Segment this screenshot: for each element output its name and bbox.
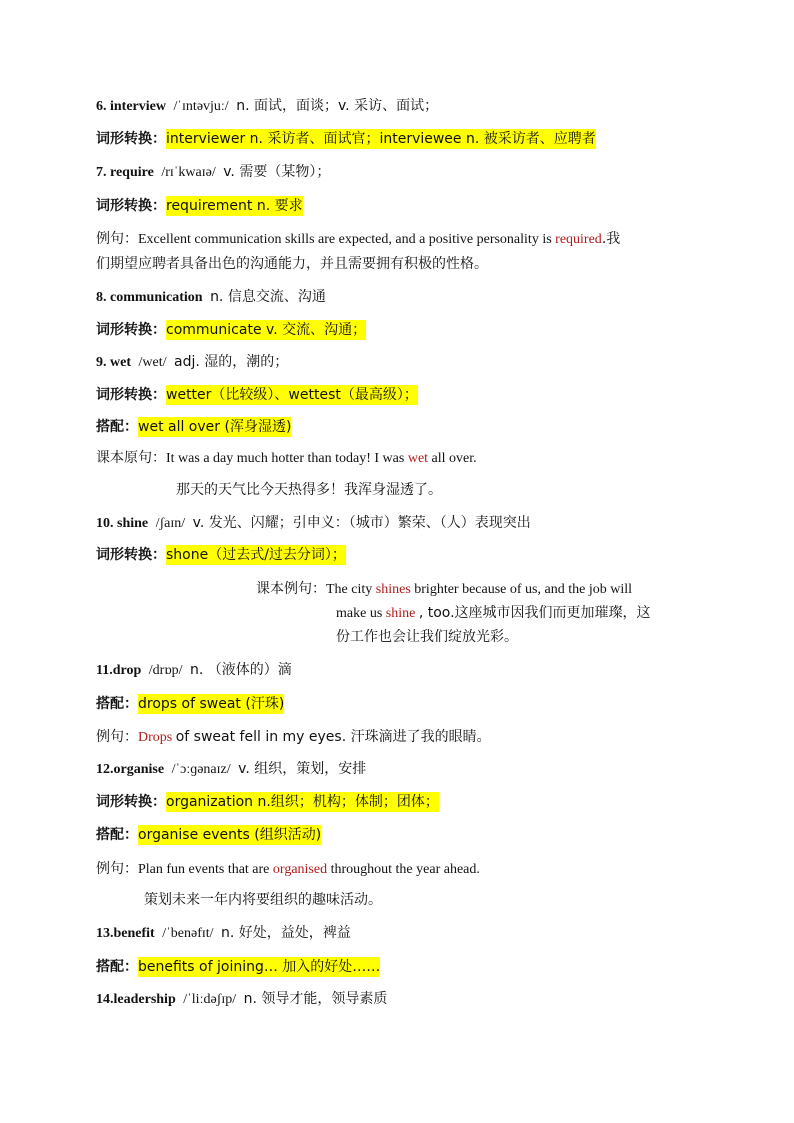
entry-shine-example-line-1	[256, 579, 632, 600]
entry-shine-heading	[96, 513, 531, 534]
definition: v. 组织，策划，安排	[238, 761, 367, 777]
definition: n. 领导才能，领导素质	[243, 991, 388, 1007]
entry-require-example-line-2: 们期望应聘者具备出色的沟通能力，并且需要拥有积极的性格。	[96, 256, 488, 272]
example-label: 课本例句：	[256, 581, 326, 597]
definition: n. 好处，益处，裨益	[221, 925, 351, 941]
forms-label: 词形转换：	[96, 794, 166, 810]
headword: 7. require	[96, 165, 154, 180]
entry-shine-example-line-3: 份工作也会让我们绽放光彩。	[336, 629, 518, 645]
phonetic: /ˈɔːɡənaɪz/	[171, 762, 231, 777]
headword: 9. wet	[96, 355, 131, 370]
entry-require-example-line-1	[96, 229, 620, 250]
example-text: Excellent communication skills are expected, and a positive personality is	[138, 232, 552, 247]
headword: 12.organise	[96, 762, 165, 777]
phonetic: /ʃaɪn/	[155, 516, 186, 531]
headword: 11.drop	[96, 663, 142, 678]
example-keyword: shine	[385, 606, 416, 621]
entry-shine-example-line-2	[336, 603, 651, 624]
definition: n. 面试，面谈；v. 采访、面试；	[236, 98, 439, 114]
entry-wet-heading	[96, 352, 288, 373]
entry-wet-translation: 那天的天气比今天热得多！我浑身湿透了。	[176, 482, 442, 498]
collocation-label: 搭配：	[96, 959, 138, 975]
forms-label: 词形转换：	[96, 131, 166, 147]
entry-shine-forms	[96, 545, 346, 566]
headword: 6. interview	[96, 99, 166, 114]
example-text: , too.这座城市因我们而更加璀璨，这	[418, 605, 651, 621]
collocation-value: benefits of joining… 加入的好处……	[138, 959, 381, 975]
entry-leadership-heading	[96, 989, 387, 1010]
entry-wet-forms	[96, 385, 418, 406]
definition: v. 发光、闪耀；引申义：（城市）繁荣、（人）表现突出	[192, 515, 531, 531]
example-text: of sweat fell in my eyes. 汗珠滴进了我的眼睛。	[175, 729, 491, 745]
example-text: The city	[326, 582, 373, 597]
forms-value: shone（过去式/过去分词）；	[166, 547, 346, 563]
phonetic: /drɒp/	[148, 663, 183, 678]
entry-benefit-heading	[96, 923, 351, 944]
forms-label: 词形转换：	[96, 547, 166, 563]
entry-organise-translation: 策划未来一年内将要组织的趣味活动。	[144, 892, 382, 908]
example-label: 例句：	[96, 729, 138, 745]
phonetic: /rɪˈkwaɪə/	[161, 165, 216, 180]
example-keyword: required	[555, 232, 602, 247]
example-text: .我	[601, 231, 621, 247]
phonetic: /ˈliːdəʃɪp/	[183, 992, 237, 1007]
forms-value: organization n.组织；机构；体制；团体；	[166, 794, 439, 810]
entry-require-forms	[96, 196, 303, 217]
example-text: brighter because of us, and the job will	[414, 582, 632, 597]
example-text: throughout the year ahead.	[330, 862, 480, 877]
example-keyword: organised	[272, 862, 328, 877]
definition: n. 信息交流、沟通	[210, 289, 326, 305]
forms-value: interviewer n. 采访者、面试官；interviewee n. 被采访者、应聘者	[166, 131, 596, 147]
entry-interview-forms	[96, 129, 596, 150]
collocation-value: organise events (组织活动)	[138, 827, 322, 843]
example-text: Plan fun events that are	[138, 862, 270, 877]
collocation-label: 搭配：	[96, 419, 138, 435]
collocation-label: 搭配：	[96, 696, 138, 712]
collocation-value: wet all over (浑身湿透)	[138, 419, 292, 435]
headword: 8. communication	[96, 290, 203, 305]
textbook-keyword: wet	[407, 451, 429, 466]
definition: adj. 湿的，潮的；	[174, 354, 289, 370]
entry-organise-heading	[96, 759, 366, 780]
entry-organise-example	[96, 859, 480, 880]
forms-label: 词形转换：	[96, 198, 166, 214]
phonetic: /wet/	[138, 355, 167, 370]
example-keyword: Drops	[138, 730, 173, 745]
entry-drop-example	[96, 727, 491, 748]
example-keyword: shines	[375, 582, 411, 597]
entry-require-heading	[96, 162, 330, 183]
collocation-value: drops of sweat (汗珠)	[138, 696, 285, 712]
entry-communication-heading	[96, 287, 326, 308]
phonetic: /ˈɪntəvjuː/	[173, 99, 229, 114]
phonetic: /ˈbenəfɪt/	[162, 926, 214, 941]
entry-wet-collocation	[96, 417, 291, 438]
forms-value: requirement n. 要求	[166, 198, 303, 214]
collocation-label: 搭配：	[96, 827, 138, 843]
forms-value: wetter（比较级）、wettest（最高级）；	[166, 387, 418, 403]
definition: n. （液体的）滴	[190, 662, 292, 678]
forms-value: communicate v. 交流、沟通；	[166, 322, 367, 338]
entry-benefit-collocation	[96, 957, 380, 978]
example-text: make us	[336, 606, 383, 621]
example-label: 例句：	[96, 861, 138, 877]
forms-label: 词形转换：	[96, 322, 166, 338]
textbook-label: 课本原句：	[96, 450, 166, 466]
entry-organise-collocation	[96, 825, 321, 846]
definition: v. 需要（某物）；	[223, 164, 331, 180]
headword: 14.leadership	[96, 992, 176, 1007]
entry-organise-forms	[96, 792, 439, 813]
entry-communication-forms	[96, 320, 366, 341]
example-label: 例句：	[96, 231, 138, 247]
entry-interview-heading	[96, 96, 438, 117]
forms-label: 词形转换：	[96, 387, 166, 403]
entry-wet-textbook-sentence	[96, 448, 477, 469]
textbook-text: all over.	[431, 451, 477, 466]
headword: 10. shine	[96, 516, 149, 531]
entry-drop-heading	[96, 660, 292, 681]
textbook-text: It was a day much hotter than today! I was	[166, 451, 405, 466]
headword: 13.benefit	[96, 926, 155, 941]
entry-drop-collocation	[96, 694, 284, 715]
